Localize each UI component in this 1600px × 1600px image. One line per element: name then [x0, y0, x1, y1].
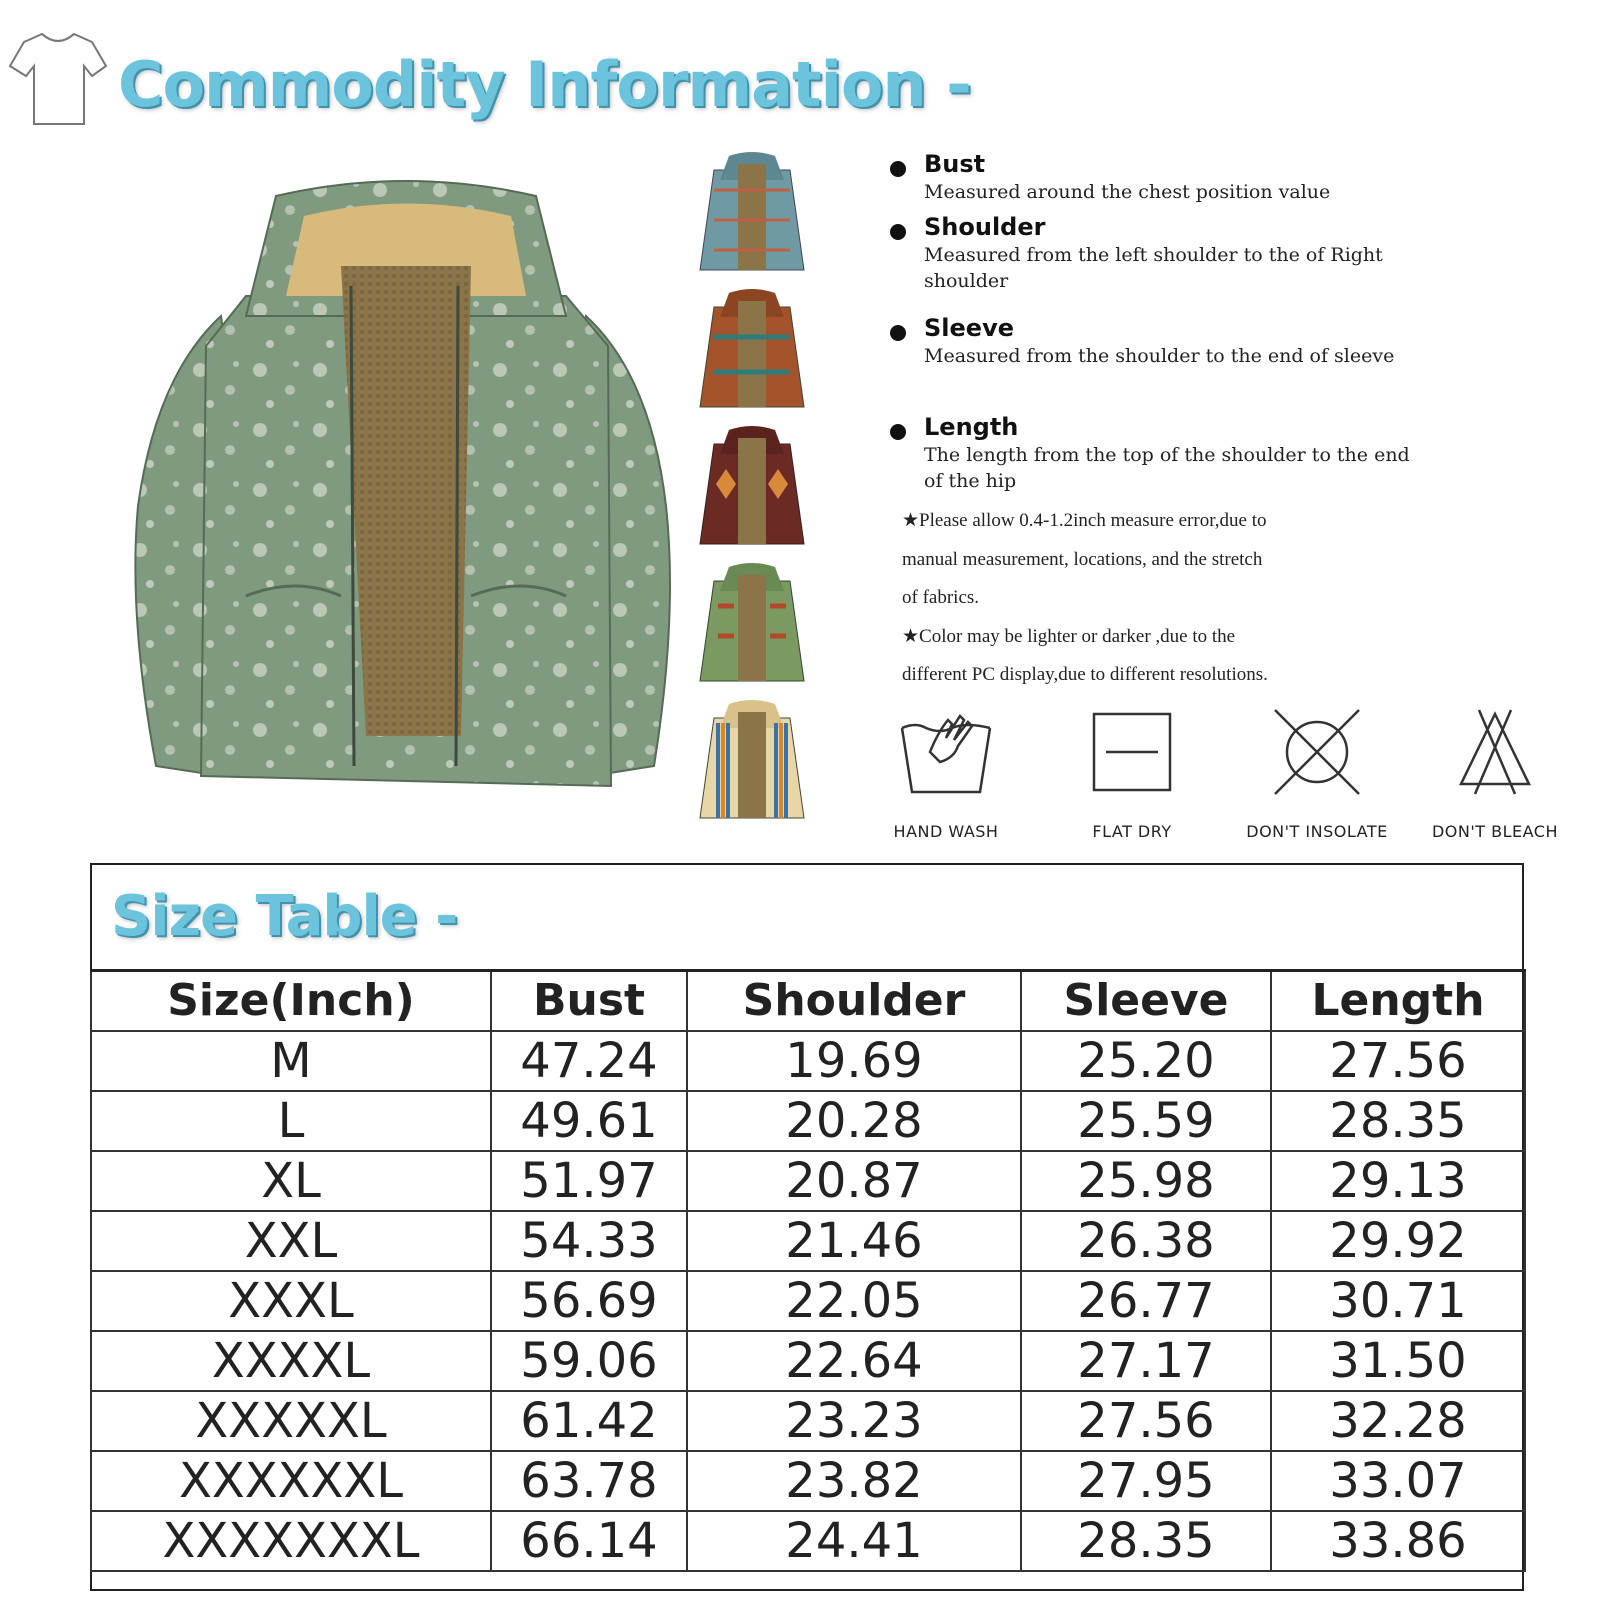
header-sleeve: Sleeve [1021, 971, 1271, 1031]
bullet-dot [890, 325, 906, 341]
spec-term: Length [924, 413, 1019, 441]
cell-bust: 56.69 [491, 1271, 687, 1331]
cell-size: M [91, 1031, 491, 1091]
note-line: ★Color may be lighter or darker ,due to the [902, 625, 1236, 647]
care-label: DON'T BLEACH [1431, 822, 1558, 841]
cell-sleeve: 26.38 [1021, 1211, 1271, 1271]
table-row [91, 1451, 1525, 1511]
care-dont-bleach [1400, 708, 1590, 848]
care-label: HAND WASH [893, 822, 999, 841]
care-dont-insolate [1222, 708, 1412, 848]
header-shoulder: Shoulder [687, 971, 1021, 1031]
table-row [91, 1511, 1525, 1571]
spec-shoulder [890, 212, 1550, 294]
bullet-dot [890, 424, 906, 440]
bullet-dot [890, 161, 906, 177]
spec-term: Sleeve [924, 314, 1014, 342]
cell-sleeve: 26.77 [1021, 1271, 1271, 1331]
cell-sleeve: 25.20 [1021, 1031, 1271, 1091]
spec-description: Measured from the left shoulder to the of Right shoulder [924, 244, 1383, 292]
cell-shoulder: 23.23 [687, 1391, 1021, 1451]
spec-term: Bust [924, 150, 986, 178]
cell-bust: 63.78 [491, 1451, 687, 1511]
spec-description: Measured from the shoulder to the end of sleeve [924, 345, 1395, 367]
cell-length: 29.92 [1271, 1211, 1525, 1271]
spec-sleeve [890, 313, 1550, 369]
cell-size: XL [91, 1151, 491, 1211]
cell-shoulder: 22.64 [687, 1331, 1021, 1391]
spec-description: Measured around the chest position value [924, 181, 1331, 203]
cell-shoulder: 23.82 [687, 1451, 1021, 1511]
cell-sleeve: 28.35 [1021, 1511, 1271, 1571]
cell-bust: 61.42 [491, 1391, 687, 1451]
table-row [91, 1151, 1525, 1211]
dont-bleach-icon [1445, 708, 1545, 798]
care-flat-dry [1037, 708, 1227, 848]
care-hand-wash [851, 708, 1041, 848]
table-row [91, 1031, 1525, 1091]
table-row [91, 1091, 1525, 1151]
cell-length: 33.07 [1271, 1451, 1525, 1511]
cell-sleeve: 25.98 [1021, 1151, 1271, 1211]
cell-shoulder: 24.41 [687, 1511, 1021, 1571]
table-row [91, 1331, 1525, 1391]
cell-size: XXXXL [91, 1331, 491, 1391]
cell-length: 31.50 [1271, 1331, 1525, 1391]
thumbnail-red-diamond-pattern-jacket[interactable] [694, 424, 810, 550]
cell-length: 30.71 [1271, 1271, 1525, 1331]
cell-sleeve: 27.56 [1021, 1391, 1271, 1451]
cell-size: XXXXXXXL [91, 1511, 491, 1571]
thumbnail-brown-orange-pattern-jacket[interactable] [694, 287, 810, 413]
cell-bust: 51.97 [491, 1151, 687, 1211]
note-line: ★Please allow 0.4-1.2inch measure error,due to [902, 510, 1267, 531]
page-title: Commodity Information - [118, 48, 971, 121]
cell-length: 29.13 [1271, 1151, 1525, 1211]
cell-size: L [91, 1091, 491, 1151]
cell-length: 33.86 [1271, 1511, 1525, 1571]
measurement-notes [902, 502, 1402, 695]
cell-length: 27.56 [1271, 1031, 1525, 1091]
header-length: Length [1271, 971, 1525, 1031]
header-bust: Bust [491, 971, 687, 1031]
care-label: DON'T INSOLATE [1246, 822, 1388, 841]
cell-shoulder: 20.28 [687, 1091, 1021, 1151]
thumbnail-green-tribal-pattern-jacket[interactable] [694, 561, 810, 687]
cell-bust: 49.61 [491, 1091, 687, 1151]
table-row [91, 1391, 1525, 1451]
cell-bust: 47.24 [491, 1031, 687, 1091]
cell-shoulder: 20.87 [687, 1151, 1021, 1211]
cell-shoulder: 19.69 [687, 1031, 1021, 1091]
size-table [90, 969, 1526, 1572]
spec-term: Shoulder [924, 213, 1046, 241]
spec-length [890, 412, 1550, 494]
cell-sleeve: 25.59 [1021, 1091, 1271, 1151]
thumbnail-multicolor-stripe-pattern-jacket[interactable] [694, 698, 810, 824]
note-line: of fabrics. [902, 587, 980, 608]
table-header-row [91, 971, 1525, 1031]
bullet-dot [890, 224, 906, 240]
cell-shoulder: 22.05 [687, 1271, 1021, 1331]
size-table-title: Size Table - [111, 884, 458, 949]
cell-bust: 54.33 [491, 1211, 687, 1271]
cell-bust: 66.14 [491, 1511, 687, 1571]
flat-dry-icon [1082, 708, 1182, 798]
cell-size: XXXXXL [91, 1391, 491, 1451]
cell-sleeve: 27.17 [1021, 1331, 1271, 1391]
spec-description: The length from the top of the shoulder to the end of the hip [924, 444, 1410, 492]
care-label: FLAT DRY [1092, 822, 1172, 841]
note-line: manual measurement, locations, and the stretch [902, 548, 1263, 570]
cell-length: 32.28 [1271, 1391, 1525, 1451]
table-row [91, 1271, 1525, 1331]
main-product-image [126, 176, 681, 811]
dont-insolate-icon [1267, 708, 1367, 798]
cell-shoulder: 21.46 [687, 1211, 1021, 1271]
thumbnail-blue-pattern-jacket[interactable] [694, 150, 810, 276]
spec-bust [890, 149, 1550, 205]
hand-wash-icon [896, 708, 996, 798]
cell-length: 28.35 [1271, 1091, 1525, 1151]
header-size: Size(Inch) [91, 971, 491, 1031]
cell-size: XXXL [91, 1271, 491, 1331]
cell-size: XXL [91, 1211, 491, 1271]
table-row [91, 1211, 1525, 1271]
cell-size: XXXXXXL [91, 1451, 491, 1511]
note-line: different PC display,due to different resolutions. [902, 664, 1268, 685]
tshirt-outline-icon [6, 28, 110, 132]
cell-bust: 59.06 [491, 1331, 687, 1391]
cell-sleeve: 27.95 [1021, 1451, 1271, 1511]
